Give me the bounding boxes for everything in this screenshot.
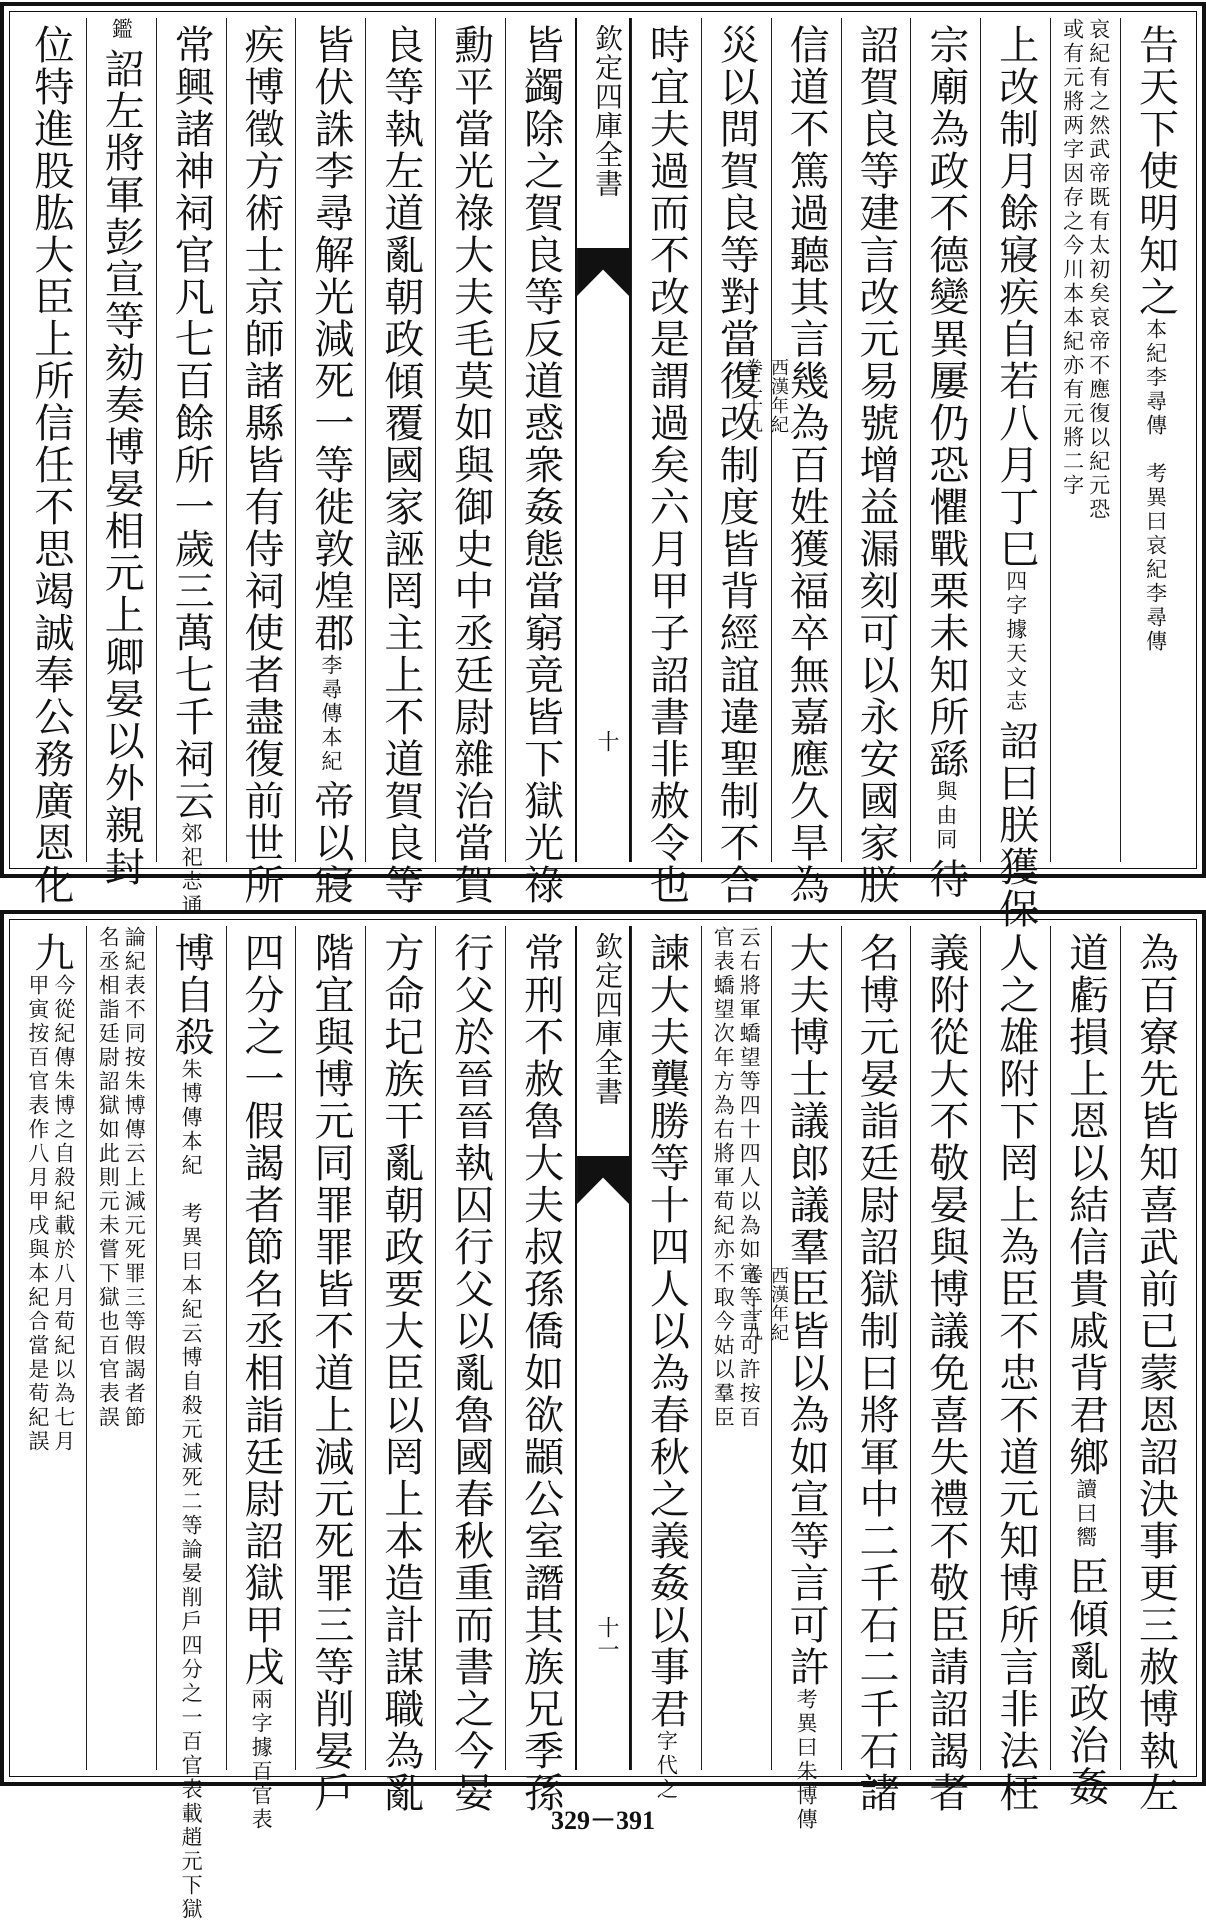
- main-text: 皆伏誅李尋解光減死一等徙敦煌郡: [307, 24, 354, 654]
- column-content: [16, 18, 86, 906]
- main-text: 詔曰朕獲保: [992, 720, 1039, 930]
- column-content: [1121, 926, 1190, 1814]
- column-content: [366, 18, 435, 906]
- main-text: 位特進股肱大臣上所信任不思竭誠奉公務廣恩化: [27, 24, 74, 906]
- annotation-line: 甲寅按百官表作八月甲戌與本紀合當是荀紀誤: [25, 974, 50, 1454]
- column-content: [842, 926, 911, 1814]
- text-column: [156, 926, 226, 1922]
- main-text: 上改制月餘寢疾自若八月丁巳: [992, 24, 1039, 570]
- main-text: 大夫博士議郎議羣臣皆以為如宣等言可許: [783, 932, 830, 1688]
- text-column: [1050, 18, 1120, 862]
- annotation-line: 哀紀有之然武帝既有太初矣哀帝不應復以紀元恐: [1086, 18, 1111, 522]
- main-text: 待: [922, 858, 969, 900]
- text-column: [1050, 926, 1120, 1808]
- main-text: 四分之一假謁者節名丞相詣廷尉詔獄甲戌: [238, 932, 285, 1688]
- juan-title: 西漢年紀: [768, 1266, 790, 1342]
- main-text: 帝以寢: [307, 780, 354, 906]
- annotation-pair: [712, 926, 760, 1430]
- column-content: [842, 18, 911, 906]
- text-column: [980, 926, 1050, 1814]
- text-column: [771, 18, 841, 906]
- column-content: [911, 18, 980, 900]
- text-column: [701, 926, 771, 1770]
- juan-number: 卷二十九: [742, 358, 764, 434]
- main-text: 義附從大不敬晏與博議免喜失禮不敬臣請詔謁者: [922, 932, 969, 1814]
- column-content: [981, 926, 1050, 1814]
- text-column: [16, 926, 86, 1770]
- text-column: [226, 926, 296, 1832]
- upper-columns: [16, 18, 1190, 930]
- annotation-line: 今從紀傳朱博之自殺紀載於八月荀紀以為七月: [51, 974, 76, 1454]
- text-column: [841, 926, 911, 1814]
- annotation-line: 官表蟜望次年方為右將軍荀紀亦不取今姑以羣臣: [711, 926, 736, 1430]
- main-text: 時宜夫過而不改是謂過矣六月甲子詔書非赦令也: [643, 24, 690, 906]
- column-content: [772, 18, 841, 906]
- main-text: 道虧損上恩以結信貴戚背君鄉: [1062, 932, 1109, 1478]
- column-content: [87, 18, 156, 888]
- main-text: 疾博徵方術士京師諸縣皆有侍祠使者盡復前世所: [238, 24, 285, 906]
- annotation-pair: [97, 926, 145, 1430]
- fishtail-mark: [577, 1156, 629, 1204]
- text-column: [771, 926, 841, 1832]
- column-content: [772, 926, 841, 1832]
- main-text: 人之雄附下罔上為臣不忠不道元知博所言非法枉: [992, 932, 1039, 1814]
- annotation-pair: [27, 974, 75, 1454]
- annotation-line: 或有元將两字因存之今川本本紀亦有元將二字: [1060, 18, 1085, 498]
- upper-page: [0, 2, 1206, 930]
- main-text: 信道不篤過聽其言幾為百姓獲福卒無嘉應久旱為: [783, 24, 830, 906]
- main-text: 宗廟為政不德變異屢仍恐懼戰栗未知所繇: [922, 24, 969, 780]
- main-text: 諫大夫龔勝等十四人以為春秋之義姦以事君: [643, 932, 690, 1730]
- text-column: [505, 926, 575, 1814]
- text-column: [365, 18, 435, 906]
- main-text: 詔賀良等建言改元易號增益漏刻可以永安國家朕: [852, 24, 899, 906]
- main-text: 皆蠲除之賀良等反道惑衆姦態當窮竟皆下獄光祿: [517, 24, 564, 906]
- annotation: 朱博傳本紀 考異曰本紀云博自殺元減死二等論晏削戶四分之一百官表載趙元下獄: [179, 1058, 204, 1922]
- main-text: 災以問賀良等對當復改制度皆背經誼違聖制不合: [713, 24, 760, 906]
- main-text: 名博元晏詣廷尉詔獄制曰將軍中二千石二千石諸: [852, 932, 899, 1814]
- column-content: [702, 926, 771, 1770]
- column-content: [227, 18, 296, 906]
- text-column: [86, 18, 156, 888]
- annotation-line: 名丞相詣廷尉詔獄如此則元未嘗下獄也百官表誤: [96, 926, 121, 1430]
- annotation-line: 云右將軍蟜望等四十四人以為如宣等言可許按百: [737, 926, 762, 1430]
- juan-label: [583, 1266, 791, 1342]
- text-column: [295, 18, 365, 906]
- juan-title: 西漢年紀: [768, 358, 790, 434]
- main-text: 勳平當光祿大夫毛莫如與御史中丞廷尉雜治當賀: [447, 24, 494, 906]
- text-column: [86, 926, 156, 1770]
- text-column: [505, 18, 575, 906]
- text-column: [435, 18, 505, 906]
- column-content: [506, 926, 575, 1814]
- main-text: 階宜與博元同罪罪皆不道上減元死罪三等削晏戶: [307, 932, 354, 1814]
- column-content: [296, 926, 365, 1814]
- main-text: 九: [27, 932, 74, 974]
- spine-title: 欽定四庫全書: [591, 24, 625, 198]
- text-column: [435, 926, 505, 1814]
- annotation: 字代之: [654, 1730, 679, 1802]
- main-text: 常興諸神祠官凡七百餘所一歲三萬七千祠云: [168, 24, 215, 822]
- annotation: 本紀李尋傳 考異曰哀紀李尋傳: [1143, 318, 1168, 654]
- main-text: 臣傾亂政治姦: [1062, 1556, 1109, 1808]
- column-content: [366, 926, 435, 1814]
- text-column: [910, 926, 980, 1814]
- main-text: 詔左將軍彭宣等劾奏博晏相元上卿晏以外親封: [98, 48, 145, 888]
- column-content: [436, 926, 505, 1814]
- main-text: 良等執左道亂朝政傾覆國家誣罔主上不道賀良等: [377, 24, 424, 906]
- main-text: 告天下使明知之: [1132, 24, 1179, 318]
- main-text: 博自殺: [168, 932, 215, 1058]
- text-column: [226, 18, 296, 906]
- column-content: [506, 18, 575, 906]
- small-note: 鑑: [109, 18, 134, 42]
- text-column: [631, 926, 701, 1802]
- column-content: [157, 926, 226, 1922]
- column-content: [632, 926, 701, 1802]
- folio-number: 十一: [594, 1616, 620, 1660]
- column-content: [911, 926, 980, 1814]
- text-column: [841, 18, 911, 906]
- text-column: [365, 926, 435, 1814]
- annotation: 讀曰嚮: [1073, 1478, 1098, 1550]
- fishtail-mark: [577, 248, 629, 296]
- column-content: [16, 926, 86, 1770]
- column-content: [157, 18, 226, 918]
- text-column: [701, 18, 771, 906]
- column-content: [227, 926, 296, 1832]
- main-text: 方命圮族干亂朝政要大臣以罔上本造計謀職為亂: [377, 932, 424, 1814]
- main-text: 行父於晉晉執囚行父以亂魯國春秋重而書之今晏: [447, 932, 494, 1814]
- text-column: [156, 18, 226, 918]
- column-content: [981, 18, 1050, 930]
- column-content: [1051, 926, 1120, 1808]
- annotation: 李尋傳本紀: [318, 654, 343, 774]
- text-column: [980, 18, 1050, 930]
- column-content: [1051, 18, 1120, 862]
- column-content: [632, 18, 701, 906]
- column-content: [1121, 18, 1190, 862]
- annotation: 郊祀志通: [179, 822, 204, 918]
- annotation-line: 論紀表不同按朱博傳云上減元死罪三等假謁者節: [122, 926, 147, 1430]
- text-column: [910, 18, 980, 900]
- text-column: [16, 18, 86, 906]
- main-text: 常刑不赦魯大夫叔孫僑如欲顓公室譖其族兄季孫: [517, 932, 564, 1814]
- page-number: 329－391: [550, 1806, 655, 1835]
- main-text: 為百寮先皆知喜武前已蒙恩詔決事更三赦博執左: [1132, 932, 1179, 1814]
- annotation: 考異曰朱博傳: [794, 1688, 819, 1832]
- column-content: [296, 18, 365, 906]
- juan-label: [583, 358, 791, 434]
- text-column: [1120, 18, 1190, 862]
- spine-title: 欽定四庫全書: [591, 932, 625, 1106]
- annotation: 兩字據百官表: [249, 1688, 274, 1832]
- text-column: [295, 926, 365, 1814]
- column-content: [87, 926, 156, 1770]
- text-column: [631, 18, 701, 906]
- annotation: 與由同: [933, 780, 958, 852]
- juan-number: 卷二十九: [742, 1266, 764, 1342]
- column-content: [702, 18, 771, 906]
- annotation: 四字據天文志: [1003, 570, 1028, 714]
- folio-number: 十: [594, 730, 620, 752]
- column-content: [436, 18, 505, 906]
- annotation-pair: [1062, 18, 1110, 522]
- text-column: [1120, 926, 1190, 1814]
